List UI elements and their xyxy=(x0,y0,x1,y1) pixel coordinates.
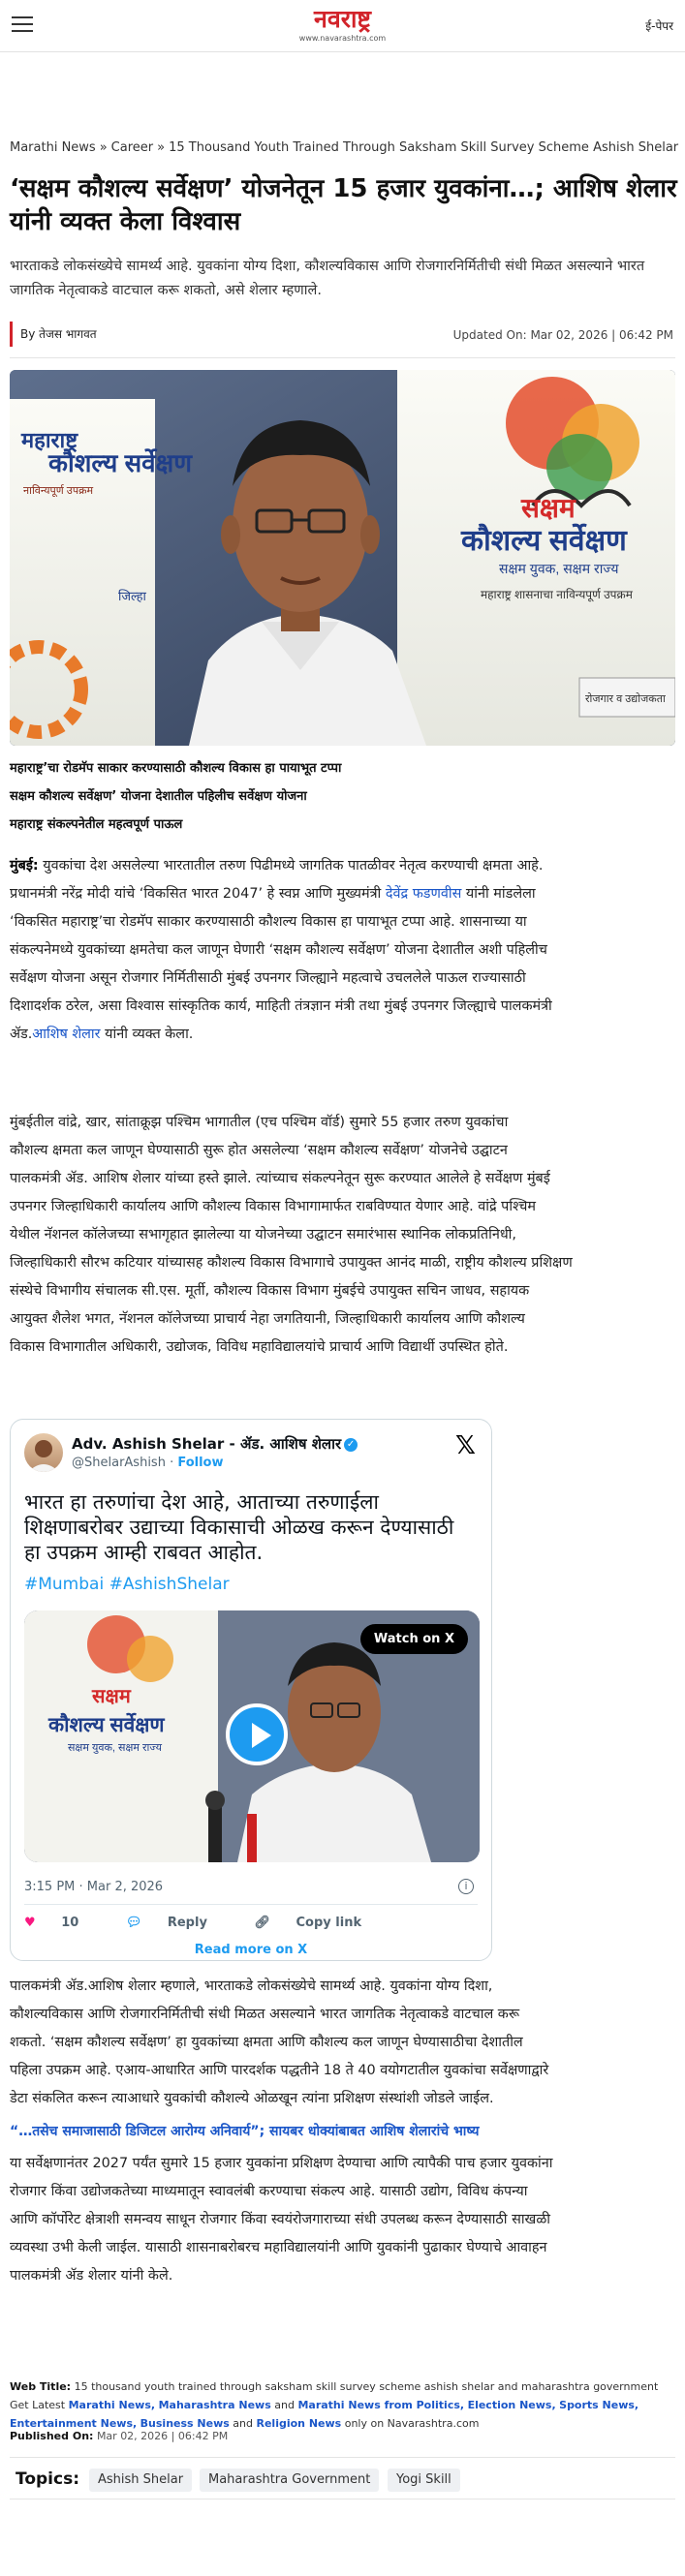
copy-link-label: Copy link xyxy=(296,1916,362,1930)
paragraph-line: मुंबईतील वांद्रे, खार, सांताक्रूझ पश्चिम भागातील (एच पश्चिम वॉर्ड) सुमारे 55 हजार तरुण युवकांचा xyxy=(10,1115,509,1130)
web-title xyxy=(10,2377,675,2396)
paragraph-line: आयुक्त शैलेश भगत, नॅशनल कॉलेजच्या प्राचार्य नेहा जगतियानी, जिल्हाधिकारी कार्यालय आणि कौशल्य xyxy=(10,1311,525,1327)
election-news-link[interactable]: Election News, xyxy=(467,2399,556,2411)
paragraph-line xyxy=(10,852,675,880)
tweet-text: भारत हा तरुणांचा देश आहे, आताच्या तरुणाईला शिक्षणाबरोबर उद्याच्या विकासाची ओळख करून देण्यासाठी हा उपक्रम आम्ही राबवत आहोत. xyxy=(24,1490,454,1564)
avatar-photo xyxy=(24,1433,63,1472)
copy-link-button[interactable] xyxy=(254,1916,383,1930)
breadcrumb-category[interactable]: Career xyxy=(110,140,154,155)
sports-news-link[interactable]: Sports News, xyxy=(559,2399,639,2411)
conjunction-text: and xyxy=(274,2399,295,2411)
paragraph-line: सर्वेक्षण योजना असून रोजगार निर्मितीसाठी मुंबई उपनगर जिल्ह्याने महत्वाचे उचललेले पाऊल राज्यासाठी xyxy=(10,970,526,986)
web-title-block xyxy=(10,2377,675,2433)
author-byline[interactable]: By तेजस भागवत xyxy=(10,322,97,347)
updated-date: Updated On: Mar 02, 2026 | 06:42 PM xyxy=(452,328,673,342)
paragraph-line: संकल्पनेमध्ये युवकांच्या क्षमतेचा कल जाणून घेणारी ‘सक्षम कौशल्य सर्वेक्षण’ योजना देशातील अशी पहिलीच xyxy=(10,942,547,958)
article-title: ‘सक्षम कौशल्य सर्वेक्षण’ योजनेतून 15 हजार युवकांना…; आशिष शेलार यांनी व्यक्त केला विश्वास xyxy=(10,174,677,236)
heart-icon: ♥ xyxy=(24,1916,36,1930)
like-button[interactable] xyxy=(24,1916,100,1930)
breadcrumb-separator: » xyxy=(157,140,166,155)
tweet-actions xyxy=(24,1916,404,1930)
get-latest-links xyxy=(10,2396,675,2433)
verified-badge-icon: ✓ xyxy=(344,1438,358,1452)
play-icon[interactable] xyxy=(226,1703,288,1765)
paragraph-line: पालकमंत्री ॲड. आशिष शेलार यांच्या हस्ते झाले. त्यांच्याच संकल्पनेतून सुरू करण्यात आलेले हे सर्वेक्षण मुंबई xyxy=(10,1171,550,1186)
link-icon: 🔗︎ xyxy=(254,1916,270,1930)
tweet-video[interactable] xyxy=(24,1610,480,1862)
politics-news-link[interactable]: Marathi News from Politics, xyxy=(297,2399,465,2411)
paragraph-line: रोजगार किंवा उद्योजकतेच्या माध्यमातून स्वावलंबी करण्याचा संकल्प आहे. यासाठी उद्योग, विविध कंपन्या xyxy=(10,2184,528,2199)
hero-left-bottom: जिल्हा xyxy=(118,589,146,603)
breadcrumb-home[interactable]: Marathi News xyxy=(10,140,96,155)
tweet-author-handle: @ShelarAshish · Follow xyxy=(72,1456,224,1470)
hero-poster-title: कौशल्य सर्वेक्षण xyxy=(461,525,627,557)
tweet-hashtags[interactable]: #Mumbai #AshishShelar xyxy=(24,1575,230,1594)
topic-chip[interactable]: Ashish Shelar xyxy=(89,2469,192,2492)
article-paragraph-1 xyxy=(10,852,675,1049)
paragraph-line: या सर्वेक्षणानंतर 2027 पर्यंत सुमारे 15 हजार युवकांना प्रशिक्षण देण्याचा आणि त्यापैकी पाच हजार युवकांना xyxy=(10,2156,553,2171)
info-icon[interactable]: i xyxy=(458,1879,474,1894)
video-poster-title: कौशल्य सर्वेक्षण xyxy=(48,1714,165,1736)
article-meta xyxy=(10,318,675,358)
paragraph-line: येथील नॅशनल कॉलेजच्या सभागृहात झालेल्या या योजनेच्या उद्घाटन समारंभास स्थानिक लोकप्रतिनिधी, xyxy=(10,1227,516,1242)
paragraph-line: डेटा संकलित करून त्याआधारे युवकांची कौशल्ये ओळखून त्यांना प्रशिक्षण संस्थांशी जोडले जाईल. xyxy=(10,2091,494,2106)
ashish-shelar-link[interactable]: आशिष शेलार xyxy=(32,1027,101,1042)
article-lede: भारताकडे लोकसंख्येचे सामर्थ्य आहे. युवकांना योग्य दिशा, कौशल्यविकास आणि रोजगारनिर्मितीची संधी मिळत असल्याने भारत जागतिक नेतृत्वाकडे वाटचाल करू शकतो, असे शेलार म्हणाले. xyxy=(10,259,645,298)
topic-chip[interactable]: Maharashtra Government xyxy=(200,2469,379,2492)
hero-poster-tag: सक्षम युवक, सक्षम राज्य xyxy=(499,561,619,576)
paragraph-line: कौशल्यविकास आणि रोजगारनिर्मितीची संधी मिळत असल्याने भारत जागतिक नेतृत्वाकडे वाटचाल करू xyxy=(10,2007,520,2022)
breadcrumb-current: 15 Thousand Youth Trained Through Saksham Skill Survey Scheme Ashish Shelar xyxy=(169,140,679,155)
reply-label: Reply xyxy=(167,1916,207,1930)
paragraph-text: प्रधानमंत्री नरेंद्र मोदी यांचे ‘विकसित भारत 2047’ हे स्वप्न आणि मुख्यमंत्री xyxy=(10,886,386,902)
conjunction-text: and xyxy=(233,2417,253,2430)
religion-news-link[interactable]: Religion News xyxy=(256,2417,342,2430)
topics-label: Topics: xyxy=(16,2469,80,2489)
get-latest-prefix: Get Latest xyxy=(10,2399,66,2411)
breadcrumb xyxy=(10,140,685,155)
hero-left-prefix: महाराष्ट्र xyxy=(21,428,78,452)
hero-poster-main: सक्षम xyxy=(521,493,576,523)
entertainment-news-link[interactable]: Entertainment News, xyxy=(10,2417,138,2430)
paragraph-line: संस्थेचे विभागीय संचालक सी.एस. मूर्ती, कौशल्य विकास विभाग मुंबईचे उपायुक्त सचिन जाधव, सहायक xyxy=(10,1283,530,1299)
author-name-text: Adv. Ashish Shelar - ॲड. आशिष शेलार xyxy=(72,1435,342,1453)
dateline: मुंबई: xyxy=(10,858,39,874)
related-article-link[interactable]: “…तसेच समाजासाठी डिजिटल आरोग्य अनिवार्य”; सायबर धोक्यांबाबत आशिष शेलारांचे भाष्य xyxy=(10,2124,480,2139)
tweet-timestamp[interactable]: 3:15 PM · Mar 2, 2026 xyxy=(24,1880,164,1894)
video-poster-main: सक्षम xyxy=(92,1686,131,1707)
article-paragraph-2 xyxy=(10,1109,675,1362)
web-title-label: Web Title: xyxy=(10,2380,72,2393)
published-label: Published On: xyxy=(10,2430,94,2442)
paragraph-line: पालकमंत्री ॲड.आशिष शेलार म्हणाले, भारताकडे लोकसंख्येचे सामर्थ्य आहे. युवकांना योग्य दिशा, xyxy=(10,1978,493,1994)
paragraph-line: पालकमंत्री ॲड शेलार यांनी केले. xyxy=(10,2268,173,2284)
hero-poster-sub: महाराष्ट्र शासनाचा नाविन्यपूर्ण उपक्रम xyxy=(481,588,633,601)
paragraph-line xyxy=(10,880,675,908)
paragraph-text: यांनी व्यक्त केला. xyxy=(100,1027,194,1042)
avatar[interactable] xyxy=(24,1433,63,1472)
hero-image xyxy=(10,370,675,746)
marathi-news-link[interactable]: Marathi News, xyxy=(68,2399,156,2411)
hero-right-bottom: रोजगार व उद्योजकता xyxy=(585,693,666,705)
embedded-tweet xyxy=(10,1419,492,1961)
paragraph-line: आणि कॉर्पोरेट क्षेत्राशी समन्वय साधून रोजगार किंवा स्वयंरोजगाराच्या संधी उपलब्ध करून देण्यासाठी साखळी xyxy=(10,2212,550,2227)
x-logo-icon[interactable]: 𝕏 xyxy=(455,1431,476,1460)
follow-button[interactable]: Follow xyxy=(177,1456,224,1470)
highlight-item: सक्षम कौशल्य सर्वेक्षण’ योजना देशातील पहिलीच सर्वेक्षण योजना xyxy=(10,789,307,804)
tweet-author-name[interactable] xyxy=(72,1434,358,1454)
highlight-item: महाराष्ट्र संकल्पनेतील महत्वपूर्ण पाऊल xyxy=(10,817,183,832)
site-header xyxy=(0,0,685,52)
video-poster-tag: सक्षम युवक, सक्षम राज्य xyxy=(68,1742,162,1754)
maharashtra-news-link[interactable]: Maharashtra News xyxy=(158,2399,271,2411)
highlight-item: महाराष्ट्र’चा रोडमॅप साकार करण्यासाठी कौशल्य विकास हा पायाभूत टप्पा xyxy=(10,761,342,776)
paragraph-line: जिल्हाधिकारी सौरभ कटियार यांच्यासह कौशल्य विकास विभागाचे उपायुक्त आनंद माळी, राष्ट्रीय कौशल्य प्रशिक्षण xyxy=(10,1255,573,1271)
published-date xyxy=(10,2430,228,2442)
hero-photo-illustration xyxy=(10,370,675,746)
breadcrumb-separator: » xyxy=(99,140,108,155)
paragraph-line: शकतो. ‘सक्षम कौशल्य सर्वेक्षण’ हा युवकांच्या क्षमता आणि कौशल्य कल जाणून घेण्यासाठीचा देशातील xyxy=(10,2035,523,2050)
site-logo[interactable] xyxy=(0,6,685,43)
read-more-on-x-link[interactable]: Read more on X xyxy=(194,1943,308,1957)
paragraph-text: युवकांचा देश असलेल्या भारतातील तरुण पिढीमध्ये जागतिक पातळीवर नेतृत्व करण्याची क्षमता आहे. xyxy=(38,858,544,874)
paragraph-text: ॲड. xyxy=(10,1027,33,1042)
divider xyxy=(24,1904,478,1905)
published-value: Mar 02, 2026 | 06:42 PM xyxy=(96,2430,229,2442)
paragraph-line: कौशल्य क्षमता कल जाणून घेण्यासाठी सुरू होत असलेल्या ‘सक्षम कौशल्य सर्वेक्षण’ योजनेचे उद्घाटन xyxy=(10,1143,508,1158)
paragraph-line: दिशादर्शक ठरेल, असा विश्वास सांस्कृतिक कार्य, माहिती तंत्रज्ञान मंत्री तथा मुंबई उपनगर जिल्ह्याचे पालकमंत्री xyxy=(10,998,552,1014)
reply-button[interactable] xyxy=(126,1916,229,1930)
epaper-link[interactable]: ई-पेपर xyxy=(645,19,673,33)
article-paragraph-4 xyxy=(10,2150,675,2290)
devendra-fadnavis-link[interactable]: देवेंद्र फडणवीस xyxy=(385,886,462,902)
paragraph-line: ‘विकसित महाराष्ट्र’चा रोडमॅप साकार करण्यासाठी कौशल्य विकास हा पायाभूत टप्पा आहे. शासनाच्या या xyxy=(10,914,527,930)
logo-url: www.navarashtra.com xyxy=(298,34,387,43)
business-news-link[interactable]: Business News xyxy=(140,2417,230,2430)
paragraph-line: विकास विभागातील अधिकारी, उद्योजक, विविध महाविद्यालयांचे प्राचार्य आणि विद्यार्थी उपस्थित होते. xyxy=(10,1339,509,1355)
logo-wordmark[interactable]: नवराष्ट्र xyxy=(313,5,372,33)
paragraph-line xyxy=(10,1021,675,1049)
paragraph-text: यांनी मांडलेला xyxy=(461,886,536,902)
reply-icon: 💬︎ xyxy=(125,1916,142,1930)
handle-text[interactable]: @ShelarAshish xyxy=(72,1456,166,1470)
watch-on-x-button[interactable]: Watch on X xyxy=(360,1624,468,1654)
topic-chip[interactable]: Yogi Skill xyxy=(388,2469,460,2492)
get-latest-suffix: only on Navarashtra.com xyxy=(344,2417,480,2430)
paragraph-line: व्यवस्था उभी केली जाईल. यासाठी शासनाबरोबरच महाविद्यालयांनी आणि युवकांनी पुढाकार घेण्याचे आवाहन xyxy=(10,2240,547,2255)
like-count: 10 xyxy=(61,1916,79,1930)
topics-bar xyxy=(10,2457,675,2499)
hero-left-title: कौशल्य सर्वेक्षण xyxy=(48,448,193,477)
article-paragraph-3 xyxy=(10,1973,675,2113)
hero-left-sub: नाविन्यपूर्ण उपक्रम xyxy=(23,485,94,497)
web-title-text: 15 thousand youth trained through saksham skill survey scheme ashish shelar and maharashtra government xyxy=(74,2380,659,2393)
paragraph-line: उपनगर जिल्हाधिकारी कार्यालय आणि कौशल्य विकास विभागामार्फत राबविण्यात येणार आहे. वांद्रे पश्चिम xyxy=(10,1199,536,1214)
paragraph-line: पहिला उपक्रम आहे. एआय-आधारित आणि पारदर्शक पद्धतीने 18 ते 40 वयोगटातील युवकांचा सर्वेक्षणाद्वारे xyxy=(10,2063,549,2078)
